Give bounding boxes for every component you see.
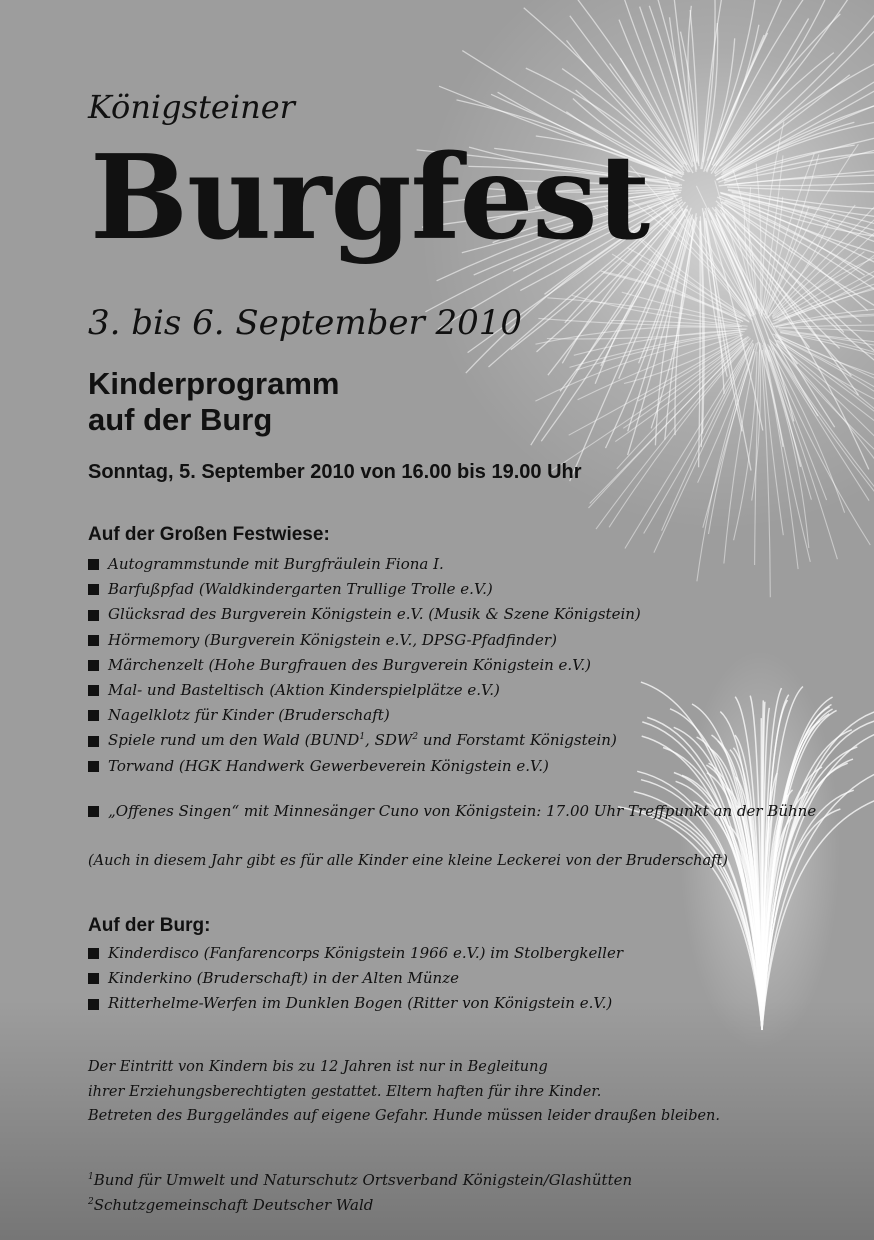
festwiese-list	[88, 552, 641, 779]
list-item: Kinderkino (Bruderschaft) in der Alten Münze	[88, 966, 623, 991]
bullet-square-icon	[88, 559, 99, 570]
program-time: Sonntag, 5. September 2010 von 16.00 bis 19.00 Uhr	[88, 461, 582, 483]
bullet-square-icon	[88, 736, 99, 747]
bullet-square-icon	[88, 584, 99, 595]
entry-info-line1: Der Eintritt von Kindern bis zu 12 Jahren ist nur in Begleitung	[88, 1059, 548, 1075]
list-item: Mal- und Basteltisch (Aktion Kinderspielplätze e.V.)	[88, 678, 641, 703]
bullet-square-icon	[88, 660, 99, 671]
bullet-square-icon	[88, 761, 99, 772]
program-heading	[88, 366, 339, 438]
festwiese-title: Auf der Großen Festwiese:	[88, 524, 330, 545]
entry-info	[88, 1055, 720, 1129]
footnotes	[88, 1168, 632, 1218]
program-heading-line1: Kinderprogramm	[88, 366, 340, 401]
entry-info-line2: ihrer Erziehungsberechtigten gestattet. Eltern haften für ihre Kinder.	[88, 1083, 602, 1100]
bullet-square-icon	[88, 973, 99, 984]
list-item: Hörmemory (Burgverein Königstein e.V., DPSG-Pfadfinder)	[88, 628, 641, 653]
singing-item: „Offenes Singen“ mit Minnesänger Cuno von Königstein: 17.00 Uhr Treffpunkt an der Bühne	[88, 802, 816, 820]
event-dates: 3. bis 6. September 2010	[88, 303, 523, 343]
list-item: Nagelklotz für Kinder (Bruderschaft)	[88, 703, 641, 728]
bullet-square-icon	[88, 685, 99, 696]
bullet-square-icon	[88, 999, 99, 1010]
bullet-square-icon	[88, 610, 99, 621]
footnote-2: $^2$Schutzgemeinschaft Deutscher Wald	[88, 1196, 374, 1214]
treat-note: (Auch in diesem Jahr gibt es für alle Kinder eine kleine Leckerei von der Bruderschaft)	[88, 853, 728, 869]
footnote-1: $^1$Bund für Umwelt und Naturschutz Ortsverband Königstein/Glashütten	[88, 1171, 633, 1189]
program-heading-line2: auf der Burg	[88, 402, 273, 437]
bullet-square-icon	[88, 948, 99, 959]
list-item: Kinderdisco (Fanfarencorps Königstein 1966 e.V.) im Stolbergkeller	[88, 941, 623, 966]
bullet-square-icon	[88, 635, 99, 646]
list-item: Märchenzelt (Hohe Burgfrauen des Burgverein Königstein e.V.)	[88, 653, 641, 678]
list-item: Glücksrad des Burgverein Königstein e.V. (Musik & Szene Königstein)	[88, 602, 641, 627]
list-item: Spiele rund um den Wald (BUND$^1$, SDW$^2$ und Forstamt Königstein)	[88, 728, 641, 753]
list-item: Barfußpfad (Waldkindergarten Trullige Trolle e.V.)	[88, 577, 641, 602]
list-item: Torwand (HGK Handwerk Gewerbeverein Königstein e.V.)	[88, 754, 641, 779]
entry-info-line3: Betreten des Burggeländes auf eigene Gefahr. Hunde müssen leider draußen bleiben.	[88, 1108, 721, 1124]
list-item: Autogrammstunde mit Burgfräulein Fiona I.	[88, 552, 641, 577]
burg-title: Auf der Burg:	[88, 915, 211, 936]
list-item: Ritterhelme-Werfen im Dunklen Bogen (Ritter von Königstein e.V.)	[88, 991, 623, 1016]
bullet-square-icon	[88, 806, 99, 817]
event-title: Burgfest	[90, 130, 650, 266]
burg-list	[88, 941, 623, 1017]
event-subtitle: Königsteiner	[88, 88, 295, 126]
bullet-square-icon	[88, 710, 99, 721]
